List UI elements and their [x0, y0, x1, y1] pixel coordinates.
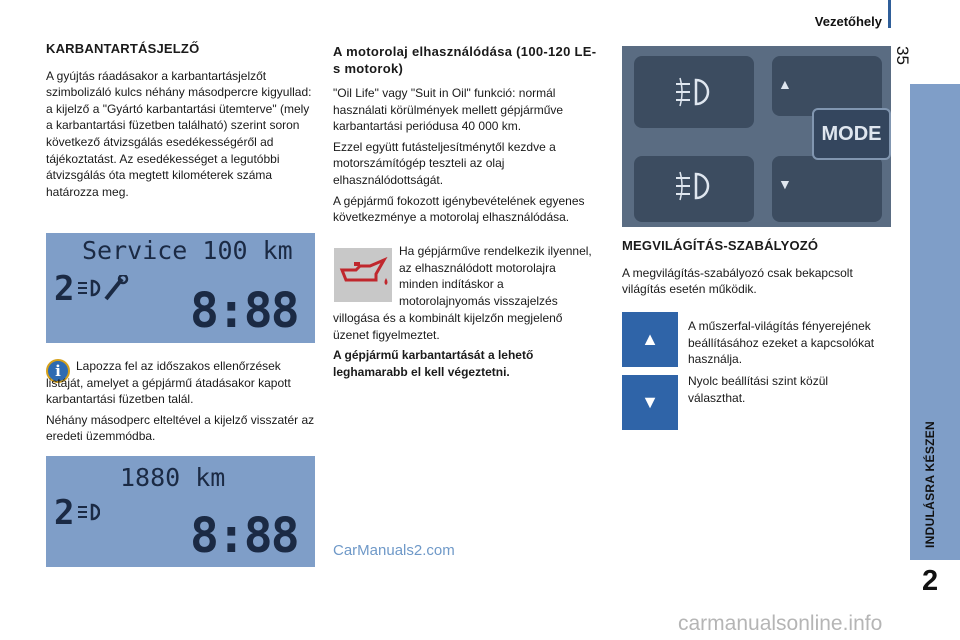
- chapter-number: 2: [922, 565, 939, 597]
- display-return-text: Néhány másodperc elteltével a kijelző visszatér az eredeti üzemmódba.: [46, 412, 315, 444]
- middle-column: [333, 43, 597, 230]
- gear-indicator: 2: [54, 269, 75, 309]
- oil-warning-continuation: [333, 310, 597, 384]
- dashboard-switch-photo: [622, 46, 891, 227]
- oil-warning-text: Ha gépjárműve rendelkezik ilyennel, az elhasználódott motorolajra minden indításkor a motorolajnyomás visszajelzés: [399, 244, 592, 308]
- running-header: Vezetőhely: [814, 14, 882, 29]
- mode-button: MODE: [812, 108, 891, 160]
- brightness-up-text-block: [688, 318, 888, 372]
- lamp-icon: [76, 500, 100, 526]
- info-note-text: Lapozza fel az időszakos ellenőrzések listáját, amelyet a gépjármű átadásakor kapott karbantartási füzetben talál.: [46, 359, 291, 407]
- oil-pressure-warning-icon: [334, 248, 392, 302]
- carmanuals-watermark: CarManuals2.com: [333, 542, 455, 559]
- mileage-message: 1880 km: [120, 463, 226, 492]
- clock-digits: 8:88: [190, 508, 298, 564]
- page-number: 35: [893, 46, 912, 65]
- mileage-display-panel: [46, 456, 315, 567]
- lamp-wrench-icon: [76, 275, 130, 303]
- service-asap-note: A gépjármű karbantartását a lehető leghamarabb el kell végeztetni.: [333, 348, 534, 379]
- right-column: [622, 238, 890, 302]
- up-arrow-icon: ▲: [778, 76, 792, 92]
- down-arrow-icon: ▼: [778, 176, 792, 192]
- gear-indicator: 2: [54, 493, 75, 533]
- brightness-down-text: Nyolc beállítási szint közül választhat.: [688, 374, 829, 405]
- brightness-up-text: A műszerfal-világítás fényerejének beállításához ezeket a kapcsolókat használja.: [688, 319, 875, 367]
- lighting-regulator-intro: A megvilágítás-szabályozó csak bekapcsolt világítás esetén működik.: [622, 265, 853, 297]
- lighting-regulator-heading: MEGVILÁGÍTÁS-SZABÁLYOZÓ: [622, 238, 819, 253]
- service-display-panel: [46, 233, 315, 343]
- brightness-down-button: ▼: [622, 375, 678, 430]
- maintenance-indicator-heading: KARBANTARTÁSJELZŐ: [46, 41, 200, 56]
- oil-wear-text: A gépjármű fokozott igénybevételének egyenes következménye a motorolaj elhasználódása.: [333, 193, 585, 225]
- maintenance-intro-text: A gyújtás ráadásakor a karbantartásjelzőt szimbolizáló kulcs néhány másodpercre kigyullad: a kijelző a "Gyártó karbantartási ütemterve" (mely a karbantartási füzetben található) szerint soron következő átvizsgálás esedékességéről ad tájékoztatást. Az esedékességet a legutóbbi átvizsgálás óta megtett kilométerek száma határozza meg.: [46, 68, 312, 199]
- brightness-up-button: ▲: [622, 312, 678, 367]
- brightness-down-text-block: [688, 373, 888, 410]
- clock-digits: 8:88: [190, 283, 298, 339]
- oil-warning-text-continued: villogása és a kombinált kijelzőn megjelenő üzenet figyelmeztet.: [333, 311, 563, 342]
- left-column: [46, 41, 318, 204]
- oil-warning-block: [399, 243, 597, 309]
- rear-fog-light-icon: [670, 168, 716, 206]
- info-note: [46, 358, 318, 449]
- carmanualsonline-watermark: carmanualsonline.info: [678, 612, 883, 635]
- service-message: Service 100 km: [82, 236, 293, 265]
- info-icon: i: [46, 359, 70, 383]
- oil-test-text: Ezzel együtt futásteljesítménytől kezdve a motorszámítógép teszteli az olaj elhasználódottságát.: [333, 139, 556, 187]
- engine-oil-heading: A motorolaj elhasználódása (100-120 LE-s motorok): [333, 44, 597, 76]
- oil-life-text: "Oil Life" vagy "Suit in Oil" funkció: normál használati körülmények mellett gépjárműve karbantartási periódusa 40 000 km.: [333, 86, 564, 134]
- header-rule: [888, 0, 891, 28]
- chapter-section-label: INDULÁSRA KÉSZEN: [923, 420, 937, 548]
- front-fog-light-icon: [670, 74, 716, 112]
